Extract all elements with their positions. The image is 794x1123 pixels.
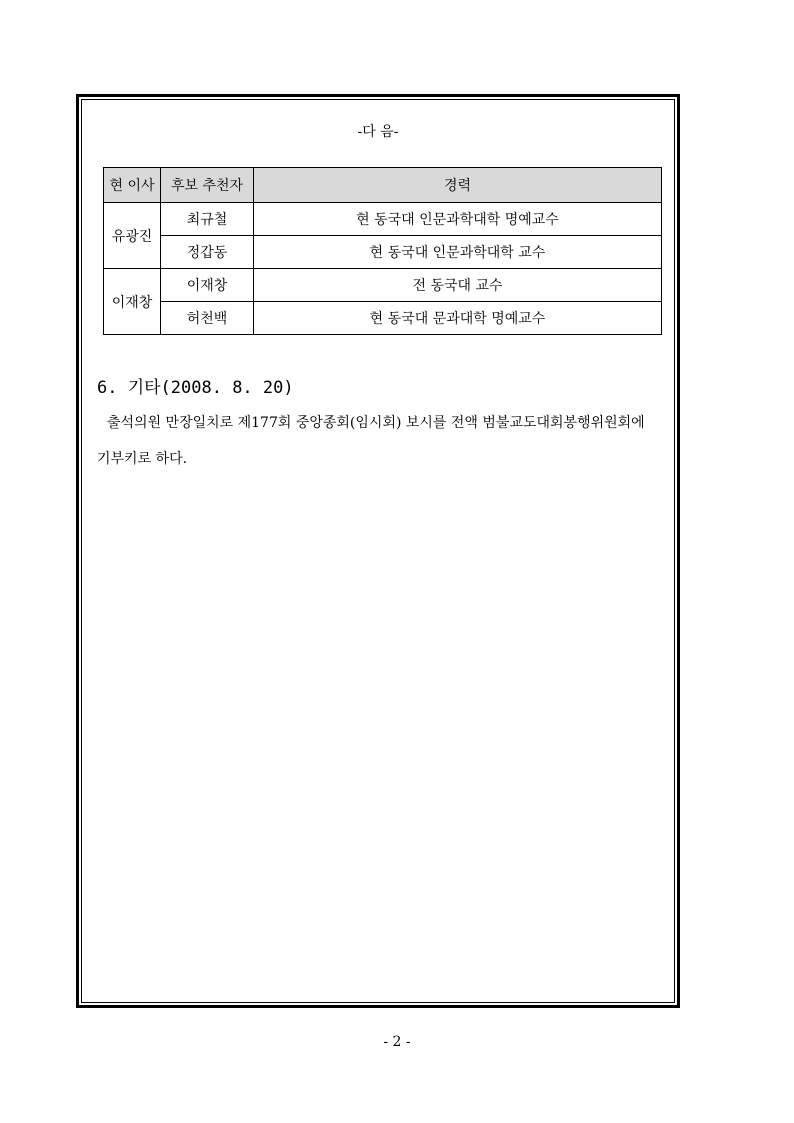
header-current-director: 현 이사 [104, 168, 161, 203]
header-recommended-candidate: 후보 추천자 [161, 168, 254, 203]
candidate-table [103, 167, 662, 335]
candidate-name-cell: 이재창 [161, 269, 254, 302]
section-title: 6. 기타(2008. 8. 20) [97, 378, 294, 398]
table-row [104, 236, 662, 269]
table-row [104, 203, 662, 236]
career-cell: 현 동국대 문과대학 명예교수 [254, 302, 662, 335]
candidate-name-cell: 최규철 [161, 203, 254, 236]
career-cell: 현 동국대 인문과학대학 교수 [254, 236, 662, 269]
candidate-name-cell: 허천백 [161, 302, 254, 335]
director-cell: 유광진 [104, 203, 161, 269]
table-header-row [104, 168, 662, 203]
table-row [104, 269, 662, 302]
heading: -다 음- [357, 124, 399, 140]
candidate-name-cell: 정갑동 [161, 236, 254, 269]
page-number: - 2 - [383, 1034, 411, 1050]
section-paragraph: 출석의원 만장일치로 제177회 중앙종회(임시회) 보시를 전액 범불교도대회봉행위원회에 기부키로 하다. [97, 415, 645, 467]
director-cell: 이재창 [104, 269, 161, 335]
page-border [76, 94, 680, 1008]
career-cell: 전 동국대 교수 [254, 269, 662, 302]
table-row [104, 302, 662, 335]
career-cell: 현 동국대 인문과학대학 명예교수 [254, 203, 662, 236]
header-career: 경력 [254, 168, 662, 203]
